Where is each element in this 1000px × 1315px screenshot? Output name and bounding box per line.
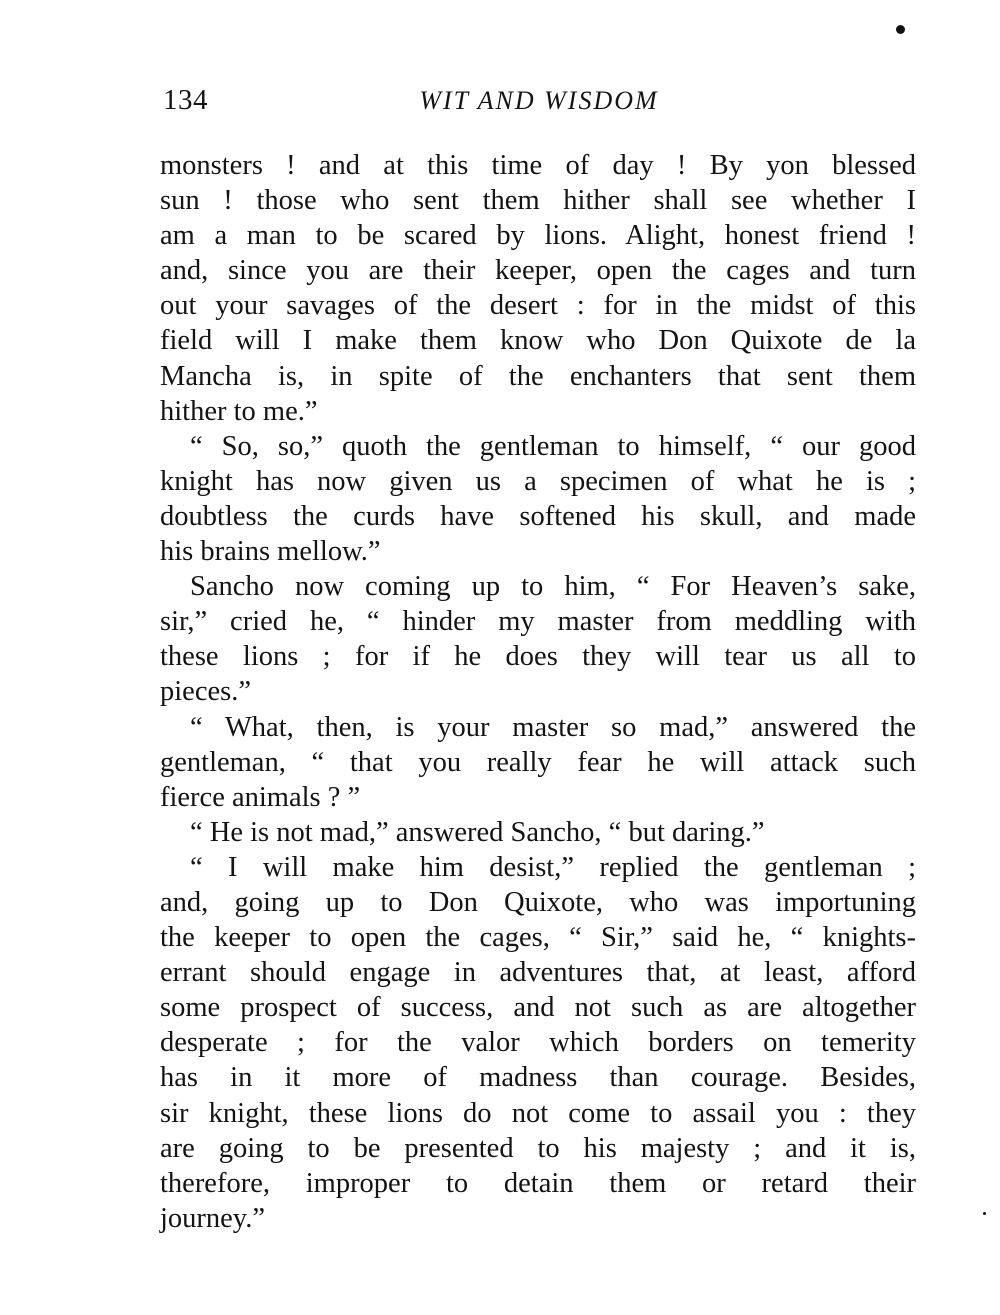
- text-line: has in it more of madness than courage. Besides,: [160, 1062, 916, 1094]
- text-line: hither to me.”: [160, 395, 318, 427]
- text-line: and, going up to Don Quixote, who was importuning: [160, 886, 916, 918]
- text-line: his brains mellow.”: [160, 536, 381, 568]
- text-line: field will I make them know who Don Quixote de la: [160, 325, 916, 357]
- text-line: desperate ; for the valor which borders on temerity: [160, 1027, 916, 1059]
- text-line: doubtless the curds have softened his skull, and made: [160, 500, 916, 532]
- text-line: “ What, then, is your master so mad,” answered the: [190, 711, 916, 743]
- text-line: “ I will make him desist,” replied the gentleman ;: [190, 851, 916, 883]
- text-line: pieces.”: [160, 676, 251, 708]
- text-line: errant should engage in adventures that, at least, afford: [160, 957, 916, 989]
- ink-speck: [983, 1212, 986, 1215]
- ink-speck: [896, 25, 905, 34]
- running-title: WIT AND WISDOM: [419, 86, 659, 115]
- page-header: [163, 84, 915, 128]
- text-line: Mancha is, in spite of the enchanters that sent them: [160, 360, 916, 392]
- text-line: Sancho now coming up to him, “ For Heaven’s sake,: [190, 571, 916, 603]
- text-line: sir,” cried he, “ hinder my master from meddling with: [160, 606, 916, 638]
- text-line: therefore, improper to detain them or retard their: [160, 1167, 916, 1199]
- text-line: the keeper to open the cages, “ Sir,” said he, “ knights-: [160, 922, 916, 954]
- text-line: and, since you are their keeper, open the cages and turn: [160, 255, 916, 287]
- text-line: “ He is not mad,” answered Sancho, “ but daring.”: [190, 816, 765, 848]
- text-line: knight has now given us a specimen of what he is ;: [160, 465, 916, 497]
- text-line: out your savages of the desert : for in the midst of this: [160, 290, 916, 322]
- text-line: am a man to be scared by lions. Alight, honest friend !: [160, 220, 916, 252]
- text-line: gentleman, “ that you really fear he will attack such: [160, 746, 916, 778]
- text-line: are going to be presented to his majesty ; and it is,: [160, 1132, 916, 1164]
- text-line: sir knight, these lions do not come to assail you : they: [160, 1097, 916, 1129]
- body-text: [160, 148, 916, 1236]
- text-line: “ So, so,” quoth the gentleman to himself, “ our good: [190, 430, 916, 462]
- page-number: 134: [163, 84, 208, 116]
- text-line: some prospect of success, and not such as are altogether: [160, 992, 916, 1024]
- text-line: these lions ; for if he does they will tear us all to: [160, 641, 916, 673]
- text-line: monsters ! and at this time of day ! By yon blessed: [160, 150, 916, 181]
- text-line: sun ! those who sent them hither shall see whether I: [160, 185, 916, 217]
- text-line: fierce animals ? ”: [160, 781, 361, 813]
- text-line: journey.”: [160, 1202, 265, 1234]
